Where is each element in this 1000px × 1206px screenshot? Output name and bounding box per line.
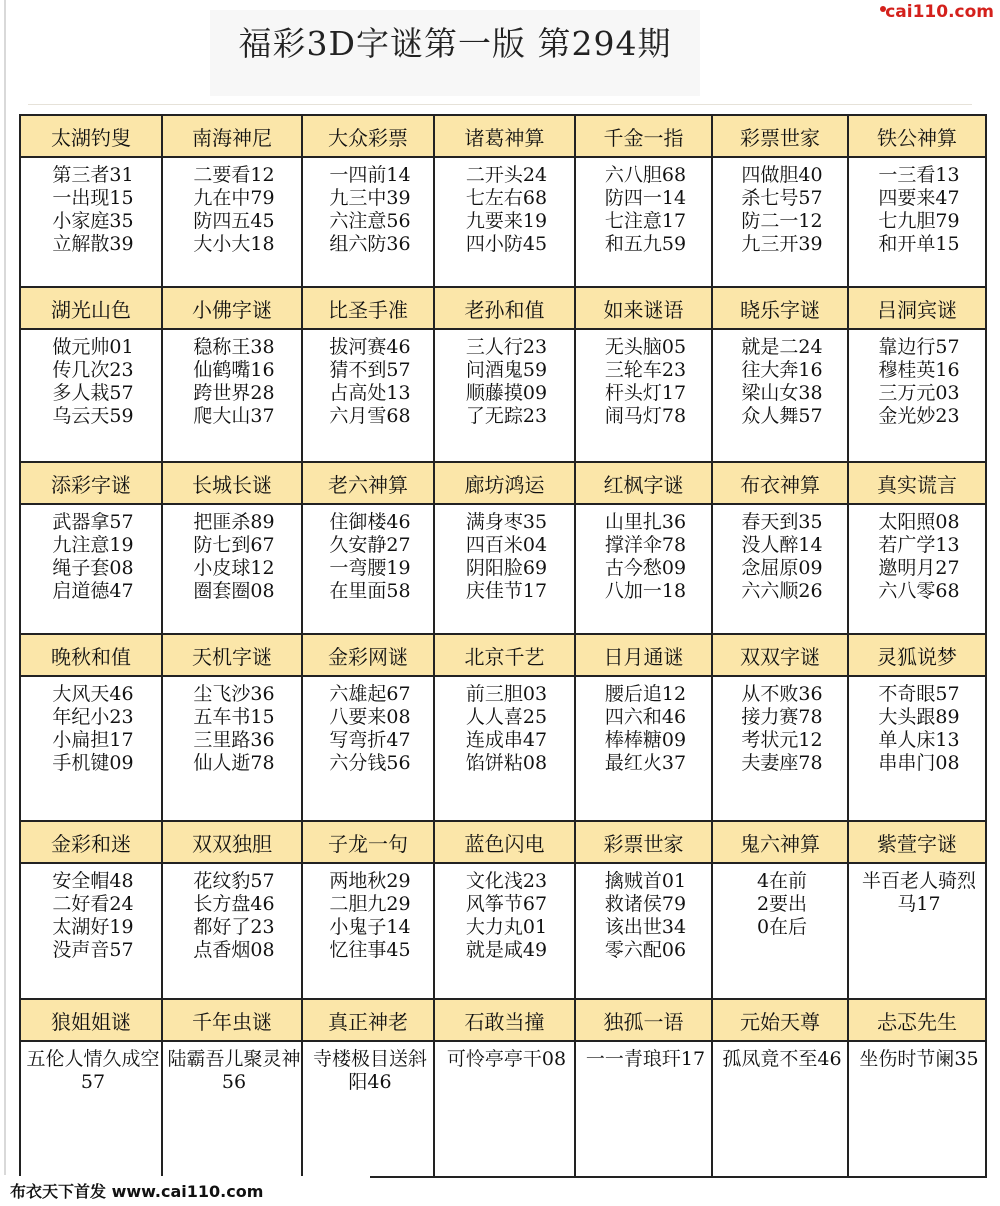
riddle-line: 六六顺26 [741, 580, 823, 602]
riddle-line: 闹马灯78 [604, 405, 687, 427]
header-row [20, 462, 986, 504]
column-header: 老六神算 [302, 462, 434, 504]
column-header: 蓝色闪电 [434, 821, 575, 863]
riddle-cell [575, 1041, 712, 1177]
page-title: 福彩3D字谜第一版 第294期 [238, 24, 672, 63]
riddle-line: 小鬼子14 [329, 916, 411, 938]
riddle-line: 太湖好19 [52, 916, 134, 938]
riddle-line: 无头脑05 [604, 336, 687, 358]
riddle-lines [849, 870, 985, 916]
riddle-line: 零六配06 [604, 939, 687, 961]
riddle-line: 腰后追12 [604, 683, 687, 705]
riddle-line: 接力赛78 [741, 706, 823, 728]
riddle-line: 大小大18 [193, 233, 275, 255]
riddle-line: 连成串47 [465, 729, 548, 751]
riddle-line: 大头跟89 [878, 706, 960, 728]
column-header: 南海神尼 [162, 115, 302, 157]
riddle-line: 四做胆40 [741, 164, 823, 186]
column-header: 铁公神算 [848, 115, 986, 157]
column-header: 老孙和值 [434, 287, 575, 329]
riddle-line: 二开头24 [465, 164, 548, 186]
riddle-line: 4在前 [756, 870, 808, 892]
riddle-line: 四要来47 [878, 187, 960, 209]
riddle-table [19, 114, 987, 1178]
column-header: 元始天尊 [712, 999, 848, 1041]
riddle-line: 长方盘46 [193, 893, 275, 915]
riddle-lines [849, 164, 985, 256]
riddle-cell [575, 157, 712, 287]
riddle-line: 棒棒糖09 [604, 729, 687, 751]
riddle-line: 写弯折47 [329, 729, 411, 751]
riddle-line: 太阳照08 [878, 511, 960, 533]
riddle-cell [575, 863, 712, 999]
riddle-line: 三里路36 [193, 729, 275, 751]
riddle-cell [302, 504, 434, 634]
riddle-cell [20, 863, 162, 999]
riddle-cell [848, 504, 986, 634]
riddle-lines [303, 1048, 433, 1094]
riddle-line: 立解散39 [52, 233, 134, 255]
riddle-line: 阴阳脸69 [465, 557, 548, 579]
riddle-line: 一四前14 [329, 164, 411, 186]
riddle-lines [713, 870, 847, 939]
riddle-lines [163, 336, 301, 428]
riddle-line: 仙鹤嘴16 [193, 359, 275, 381]
riddle-line: 小家庭35 [52, 210, 134, 232]
riddle-line: 救诸侯79 [604, 893, 687, 915]
riddle-lines [849, 683, 985, 775]
riddle-lines [576, 336, 711, 428]
riddle-cell [162, 863, 302, 999]
riddle-line: 圈套圈08 [193, 580, 275, 602]
riddle-line: 尘飞沙36 [193, 683, 275, 705]
riddle-cell [575, 676, 712, 821]
riddle-line: 杀七号57 [741, 187, 823, 209]
riddle-line: 念屈原09 [741, 557, 823, 579]
riddle-line: 和五九59 [604, 233, 687, 255]
riddle-lines [303, 164, 433, 256]
riddle-line: 六雄起67 [329, 683, 411, 705]
riddle-cell [712, 157, 848, 287]
riddle-line: 多人栽57 [52, 382, 134, 404]
riddle-lines [576, 1048, 711, 1071]
riddle-line: 九注意19 [52, 534, 134, 556]
riddle-cell [20, 157, 162, 287]
riddle-lines [163, 164, 301, 256]
riddle-cell [434, 676, 575, 821]
riddle-cell [302, 1041, 434, 1177]
riddle-lines [435, 336, 574, 428]
riddle-line: 八加一18 [604, 580, 687, 602]
riddle-cell [848, 676, 986, 821]
riddle-line: 传几次23 [52, 359, 134, 381]
riddle-cell [162, 504, 302, 634]
column-header: 如来谜语 [575, 287, 712, 329]
riddle-cell [20, 504, 162, 634]
riddle-cell [20, 676, 162, 821]
column-header: 真实谎言 [848, 462, 986, 504]
riddle-line: 就是咸49 [465, 939, 548, 961]
riddle-line: 八要来08 [329, 706, 411, 728]
riddle-line: 猜不到57 [329, 359, 411, 381]
header-row [20, 115, 986, 157]
riddle-line: 若广学13 [878, 534, 960, 556]
footer-source[interactable]: 布衣天下首发 www.cai110.com [0, 1176, 370, 1206]
column-header: 千年虫谜 [162, 999, 302, 1041]
riddle-line: 六分钱56 [329, 752, 411, 774]
riddle-line: 一三看13 [878, 164, 960, 186]
riddle-line: 启道德47 [52, 580, 134, 602]
riddle-line: 古今愁09 [604, 557, 687, 579]
column-header: 晓乐字谜 [712, 287, 848, 329]
riddle-line: 六八零68 [878, 580, 960, 602]
riddle-line: 乌云天59 [52, 405, 134, 427]
riddle-line: 防四一14 [604, 187, 687, 209]
riddle-line: 串串门08 [878, 752, 960, 774]
riddle-line: 五伦人情久成空57 [26, 1048, 160, 1093]
riddle-cell [20, 1041, 162, 1177]
riddle-line: 九三中39 [329, 187, 411, 209]
riddle-lines [713, 1048, 847, 1071]
riddle-line: 了无踪23 [465, 405, 548, 427]
brand-logo-text[interactable]: cai110.com [885, 2, 994, 22]
riddle-line: 不奇眼57 [878, 683, 960, 705]
riddle-lines [713, 336, 847, 428]
riddle-line: 把匪杀89 [193, 511, 275, 533]
riddle-line: 四小防45 [465, 233, 548, 255]
riddle-line: 坐伤时节阑35 [859, 1048, 979, 1070]
riddle-line: 七左右68 [465, 187, 548, 209]
riddle-line: 六八胆68 [604, 164, 687, 186]
riddle-cell [712, 1041, 848, 1177]
riddle-line: 忆往事45 [329, 939, 411, 961]
riddle-lines [576, 683, 711, 775]
column-header: 真正神老 [302, 999, 434, 1041]
riddle-cell [302, 157, 434, 287]
column-header: 诸葛神算 [434, 115, 575, 157]
riddle-cell [302, 676, 434, 821]
riddle-line: 六注意56 [329, 210, 411, 232]
riddle-cell [712, 329, 848, 462]
riddle-line: 第三者31 [52, 164, 134, 186]
riddle-line: 一出现15 [52, 187, 134, 209]
riddle-line: 二要看12 [193, 164, 275, 186]
riddle-line: 四百米04 [465, 534, 548, 556]
riddle-cell [575, 504, 712, 634]
riddle-line: 0在后 [756, 916, 808, 938]
riddle-row [20, 329, 986, 462]
riddle-line: 二胆九29 [329, 893, 411, 915]
riddle-line: 三万元03 [878, 382, 960, 404]
riddle-line: 三轮车23 [604, 359, 687, 381]
column-header: 千金一指 [575, 115, 712, 157]
riddle-line: 一弯腰19 [329, 557, 411, 579]
column-header: 添彩字谜 [20, 462, 162, 504]
riddle-lines [163, 511, 301, 603]
riddle-line: 七九胆79 [878, 210, 960, 232]
riddle-line: 邀明月27 [878, 557, 960, 579]
riddle-lines [303, 511, 433, 603]
column-header: 紫萱字谜 [848, 821, 986, 863]
riddle-line: 顺藤摸09 [465, 382, 548, 404]
column-header: 天机字谜 [162, 634, 302, 676]
riddle-line: 跨世界28 [193, 382, 275, 404]
column-header: 小佛字谜 [162, 287, 302, 329]
riddle-row [20, 1041, 986, 1177]
riddle-line: 安全帽48 [52, 870, 134, 892]
riddle-line: 和开单15 [878, 233, 960, 255]
riddle-line: 九三开39 [741, 233, 823, 255]
riddle-lines [435, 870, 574, 962]
riddle-line: 仙人逝78 [193, 752, 275, 774]
header-row [20, 287, 986, 329]
column-header: 晚秋和值 [20, 634, 162, 676]
column-header: 吕洞宾谜 [848, 287, 986, 329]
riddle-lines [849, 511, 985, 603]
riddle-line: 防四五45 [193, 210, 275, 232]
column-header: 湖光山色 [20, 287, 162, 329]
riddle-line: 七注意17 [604, 210, 687, 232]
riddle-line: 穆桂英16 [878, 359, 960, 381]
riddle-cell [848, 1041, 986, 1177]
riddle-lines [713, 511, 847, 603]
column-header: 狼姐姐谜 [20, 999, 162, 1041]
riddle-line: 满身枣35 [465, 511, 548, 533]
riddle-lines [21, 1048, 161, 1094]
column-header: 彩票世家 [575, 821, 712, 863]
riddle-row [20, 504, 986, 634]
riddle-line: 众人舞57 [741, 405, 823, 427]
riddle-line: 没声音57 [52, 939, 134, 961]
riddle-line: 花纹豹57 [193, 870, 275, 892]
riddle-line: 爬大山37 [193, 405, 275, 427]
riddle-row [20, 863, 986, 999]
riddle-lines [713, 683, 847, 775]
riddle-line: 防七到67 [193, 534, 275, 556]
column-header: 比圣手准 [302, 287, 434, 329]
page-left-border [4, 0, 6, 1175]
riddle-line: 庆佳节17 [465, 580, 548, 602]
riddle-lines [435, 1048, 574, 1071]
column-header: 金彩和迷 [20, 821, 162, 863]
riddle-line: 单人床13 [878, 729, 960, 751]
riddle-line: 做元帅01 [52, 336, 134, 358]
riddle-line: 年纪小23 [52, 706, 134, 728]
riddle-line: 没人醉14 [741, 534, 823, 556]
riddle-cell [848, 329, 986, 462]
column-header: 布衣神算 [712, 462, 848, 504]
riddle-line: 就是二24 [741, 336, 823, 358]
riddle-line: 文化浅23 [465, 870, 548, 892]
riddle-line: 在里面58 [329, 580, 411, 602]
riddle-lines [849, 336, 985, 428]
riddle-row [20, 157, 986, 287]
riddle-line: 拔河赛46 [329, 336, 411, 358]
riddle-cell [575, 329, 712, 462]
riddle-lines [713, 164, 847, 256]
riddle-line: 住御楼46 [329, 511, 411, 533]
riddle-lines [163, 1048, 301, 1094]
riddle-lines [163, 870, 301, 962]
column-header: 灵狐说梦 [848, 634, 986, 676]
riddle-line: 杆头灯17 [604, 382, 687, 404]
riddle-cell [434, 863, 575, 999]
riddle-cell [162, 329, 302, 462]
column-header: 双双独胆 [162, 821, 302, 863]
column-header: 双双字谜 [712, 634, 848, 676]
riddle-line: 山里扎36 [604, 511, 687, 533]
header-row [20, 821, 986, 863]
riddle-cell [302, 329, 434, 462]
riddle-lines [303, 683, 433, 775]
riddle-line: 该出世34 [604, 916, 687, 938]
riddle-line: 三人行23 [465, 336, 548, 358]
riddle-line: 久安静27 [329, 534, 411, 556]
riddle-line: 往大奔16 [741, 359, 823, 381]
riddle-lines [435, 683, 574, 775]
riddle-line: 防二一12 [741, 210, 823, 232]
riddle-cell [434, 329, 575, 462]
riddle-cell [434, 504, 575, 634]
riddle-line: 九要来19 [465, 210, 548, 232]
riddle-lines [303, 870, 433, 962]
riddle-line: 武器拿57 [52, 511, 134, 533]
riddle-lines [21, 336, 161, 428]
riddle-line: 大风天46 [52, 683, 134, 705]
riddle-line: 金光妙23 [878, 405, 960, 427]
column-header: 彩票世家 [712, 115, 848, 157]
riddle-line: 陆霸吾儿聚灵神56 [167, 1048, 301, 1093]
riddle-line: 从不败36 [741, 683, 823, 705]
riddle-line: 最红火37 [604, 752, 687, 774]
riddle-line: 点香烟08 [193, 939, 275, 961]
riddle-lines [21, 870, 161, 962]
column-header: 太湖钓叟 [20, 115, 162, 157]
riddle-lines [435, 511, 574, 603]
riddle-line: 都好了23 [193, 916, 275, 938]
riddle-line: 一一青琅玕17 [585, 1048, 706, 1070]
riddle-lines [576, 164, 711, 256]
riddle-lines [21, 511, 161, 603]
riddle-line: 绳子套08 [52, 557, 134, 579]
riddle-lines [163, 683, 301, 775]
column-header: 石敢当撞 [434, 999, 575, 1041]
riddle-lines [21, 164, 161, 256]
riddle-line: 手机键09 [52, 752, 134, 774]
riddle-cell [712, 504, 848, 634]
riddle-row [20, 676, 986, 821]
riddle-cell [712, 863, 848, 999]
riddle-cell [162, 1041, 302, 1177]
riddle-line: 半百老人骑烈马17 [861, 870, 976, 915]
column-header: 金彩网谜 [302, 634, 434, 676]
column-header: 鬼六神算 [712, 821, 848, 863]
column-header: 忐忑先生 [848, 999, 986, 1041]
riddle-cell [712, 676, 848, 821]
riddle-line: 小扁担17 [52, 729, 134, 751]
riddle-cell [434, 157, 575, 287]
riddle-line: 靠边行57 [878, 336, 960, 358]
column-header: 长城长谜 [162, 462, 302, 504]
riddle-line: 小皮球12 [193, 557, 275, 579]
riddle-line: 考状元12 [741, 729, 823, 751]
riddle-line: 撑洋伞78 [604, 534, 687, 556]
riddle-line: 夫妻座78 [741, 752, 823, 774]
riddle-line: 春天到35 [741, 511, 823, 533]
riddle-lines [303, 336, 433, 428]
riddle-lines [435, 164, 574, 256]
column-header: 日月通谜 [575, 634, 712, 676]
riddle-line: 风筝节67 [465, 893, 548, 915]
riddle-cell [162, 157, 302, 287]
riddle-line: 占高处13 [329, 382, 411, 404]
riddle-line: 寺楼极目送斜阳46 [312, 1048, 427, 1093]
riddle-line: 馅饼粘08 [465, 752, 548, 774]
riddle-line: 五车书15 [193, 706, 275, 728]
riddle-line: 稳称王38 [193, 336, 275, 358]
riddle-line: 组六防36 [329, 233, 411, 255]
riddle-cell [20, 329, 162, 462]
riddle-line: 前三胆03 [465, 683, 548, 705]
column-header: 红枫字谜 [575, 462, 712, 504]
column-header: 北京千艺 [434, 634, 575, 676]
riddle-lines [21, 683, 161, 775]
riddle-line: 九在中79 [193, 187, 275, 209]
riddle-line: 擒贼首01 [604, 870, 687, 892]
header-row [20, 999, 986, 1041]
riddle-cell [848, 157, 986, 287]
riddle-line: 两地秋29 [329, 870, 411, 892]
riddle-cell [434, 1041, 575, 1177]
riddle-lines [576, 511, 711, 603]
riddle-line: 可怜亭亭干08 [446, 1048, 567, 1070]
column-header: 大众彩票 [302, 115, 434, 157]
column-header: 子龙一句 [302, 821, 434, 863]
riddle-line: 人人喜25 [465, 706, 548, 728]
riddle-line: 六月雪68 [329, 405, 411, 427]
title-divider [28, 104, 972, 105]
riddle-line: 二好看24 [52, 893, 134, 915]
riddle-cell [302, 863, 434, 999]
riddle-line: 四六和46 [604, 706, 687, 728]
riddle-lines [849, 1048, 985, 1071]
riddle-line: 2要出 [756, 893, 808, 915]
riddle-line: 问酒鬼59 [465, 359, 548, 381]
header-row [20, 634, 986, 676]
column-header: 独孤一语 [575, 999, 712, 1041]
riddle-line: 大力丸01 [465, 916, 548, 938]
riddle-lines [576, 870, 711, 962]
riddle-line: 孤凤竟不至46 [722, 1048, 842, 1070]
riddle-cell [162, 676, 302, 821]
riddle-line: 梁山女38 [741, 382, 823, 404]
column-header: 廊坊鸿运 [434, 462, 575, 504]
riddle-cell [848, 863, 986, 999]
